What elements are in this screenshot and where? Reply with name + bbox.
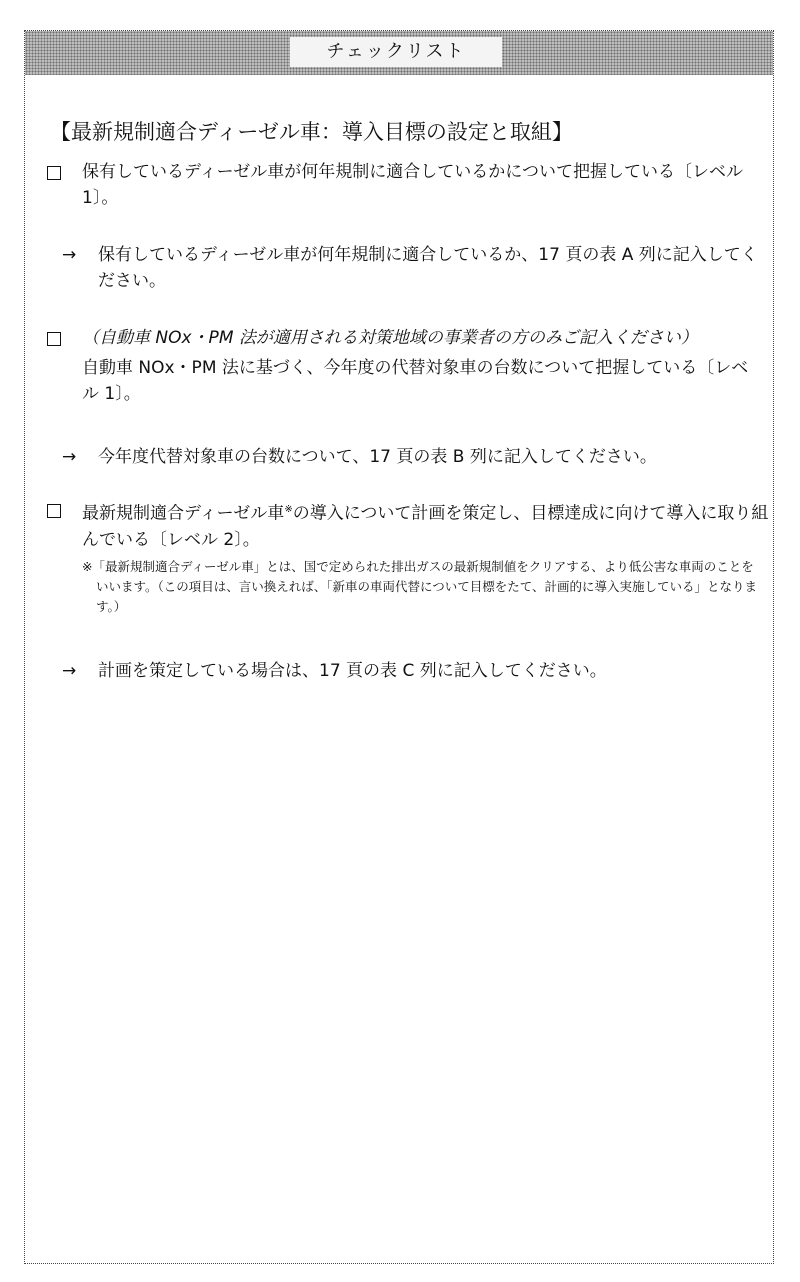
item-3-note: ※「最新規制適合ディーゼル車」とは、国で定められた排出ガスの最新規制値をクリアする、より低公害な車両のことをいいます。（この項目は、言い換えれば、「新車の車両代替について目標をたて、計画的に導入実施している」となります。） — [82, 559, 758, 614]
item-2-arrow-text: 今年度代替対象車の台数について、17 頁の表 B 列に記入してください。 — [98, 447, 657, 467]
item-1-text: 保有しているディーゼル車が何年規制に適合しているかについて把握している〔レベル 1〕。 — [82, 162, 743, 208]
checkbox-item-2[interactable] — [47, 332, 61, 346]
arrow-icon: → — [62, 245, 77, 265]
item-3-arrow-text: 計画を策定している場合は、17 頁の表 C 列に記入してください。 — [98, 661, 607, 681]
item-2-text: 自動車 NOx・PM 法に基づく、今年度の代替対象車の台数について把握している〔レベル 1〕。 — [82, 358, 749, 404]
item-3-text-rest: の導入について計画を策定し、目標達成に向けて導入に取り組んでいる〔レベル 2〕。 — [82, 503, 769, 550]
item-3-note-marker: ※ — [284, 504, 293, 515]
section-title: 【最新規制適合ディーゼル車：導入目標の設定と取組】 — [50, 120, 573, 144]
checkbox-item-3[interactable] — [47, 504, 61, 518]
header-title: チェックリスト — [290, 37, 502, 67]
arrow-icon: → — [62, 447, 77, 467]
page-frame — [24, 30, 774, 1264]
arrow-icon: → — [62, 661, 77, 681]
item-2-condition: （自動車 NOx・PM 法が適用される対策地域の事業者の方のみご記入ください） — [82, 328, 698, 348]
item-1-arrow-text: 保有しているディーゼル車が何年規制に適合しているか、17 頁の表 A 列に記入してください。 — [98, 245, 758, 291]
item-3-text — [82, 497, 772, 553]
item-3-text-main: 最新規制適合ディーゼル車 — [82, 503, 285, 524]
checkbox-item-1[interactable] — [47, 166, 61, 180]
